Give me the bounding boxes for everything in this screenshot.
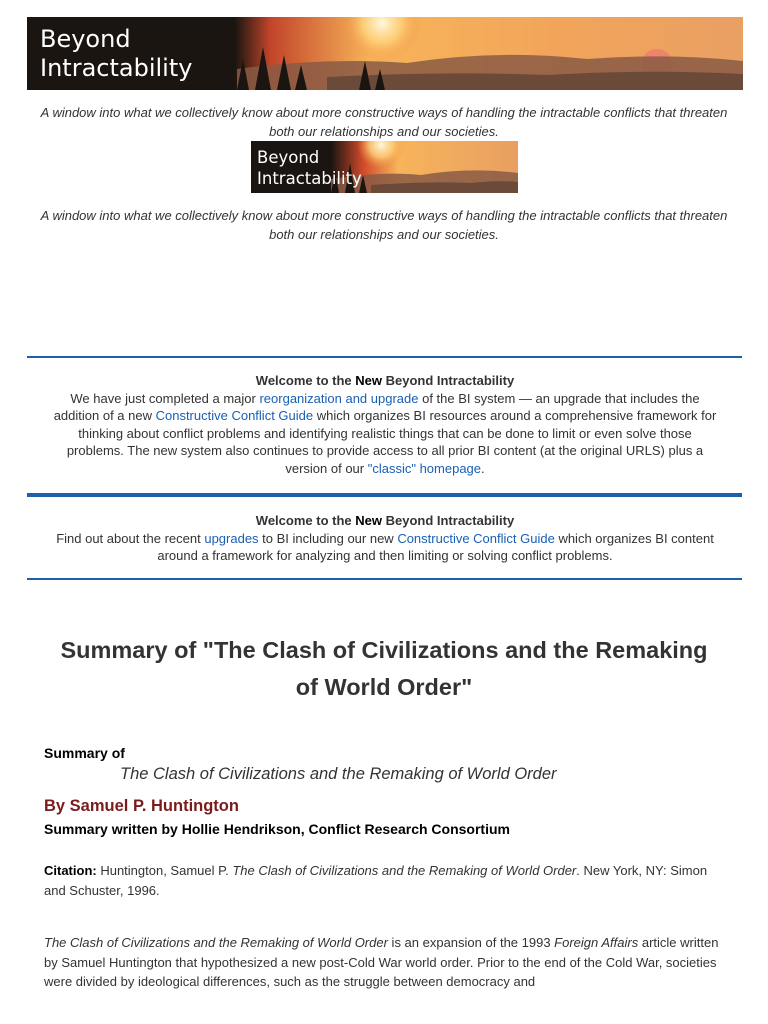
divider-thick bbox=[27, 493, 742, 497]
site-banner-small[interactable] bbox=[251, 141, 518, 193]
upgrades-link[interactable]: upgrades bbox=[204, 530, 259, 546]
welcome-body: We have just completed a major reorganization and upgrade of the BI system — an upgrade that includes the addition of a new Constructive Conflict Guide which organizes BI resources around a comprehensive framework for thinking about conflict problems and identifying realistic things that can be done to limit or even solve those problems. The new system also continues to provide access to all prior BI content (at the original URLS) plus a version of our "classic" homepage. bbox=[53, 390, 717, 476]
summary-of-label: Summary of bbox=[44, 745, 125, 761]
classic-homepage-link[interactable]: "classic" homepage bbox=[367, 460, 482, 476]
banner-small-title-line1: Beyond bbox=[257, 148, 320, 167]
banner-title-line2: Intractability bbox=[40, 53, 193, 82]
constructive-conflict-guide-link[interactable]: Constructive Conflict Guide bbox=[155, 408, 314, 424]
banner-title-line1: Beyond bbox=[40, 25, 131, 53]
divider bbox=[27, 356, 742, 358]
constructive-conflict-guide-link-2[interactable]: Constructive Conflict Guide bbox=[397, 530, 555, 546]
welcome-notice-short bbox=[50, 512, 720, 565]
welcome-title: Welcome to the New Beyond Intractability bbox=[255, 373, 515, 388]
site-tagline: A window into what we collectively know about more constructive ways of handling the intractable conflicts that threaten both our relationships and our societies. bbox=[40, 105, 728, 139]
reorganization-link[interactable]: reorganization and upgrade bbox=[259, 390, 419, 406]
citation: Citation: Huntington, Samuel P. The Clash of Civilizations and the Remaking of World Order. New York, NY: Simon and Schuster, 1996. bbox=[44, 863, 708, 898]
welcome-body-short: Find out about the recent upgrades to BI including our new Constructive Conflict Guide which organizes BI content around a framework for analyzing and then limiting or solving conflict problems. bbox=[56, 530, 714, 564]
author-byline: By Samuel P. Huntington bbox=[44, 797, 239, 815]
site-banner[interactable] bbox=[27, 17, 743, 90]
book-title: The Clash of Civilizations and the Remaking of World Order bbox=[120, 765, 557, 783]
site-tagline-repeat: A window into what we collectively know about more constructive ways of handling the intractable conflicts that threaten both our relationships and our societies. bbox=[40, 208, 728, 242]
divider-bottom bbox=[27, 578, 742, 580]
welcome-notice bbox=[50, 372, 720, 478]
intro-paragraph: The Clash of Civilizations and the Remaking of World Order is an expansion of the 1993 Foreign Affairs article written by Samuel Huntington that hypothesized a new post-Cold War world order. Prior to the end of the Cold War, societies were divided by ideological differences, such as the struggle between democracy and bbox=[44, 935, 719, 989]
summary-author: Summary written by Hollie Hendrikson, Conflict Research Consortium bbox=[44, 821, 510, 837]
banner-small-title-line2: Intractability bbox=[257, 169, 362, 189]
welcome-title-short: Welcome to the New Beyond Intractability bbox=[255, 513, 515, 528]
citation-label: Citation: bbox=[44, 863, 97, 878]
page-title: Summary of "The Clash of Civilizations and the Remaking of World Order" bbox=[60, 637, 708, 700]
